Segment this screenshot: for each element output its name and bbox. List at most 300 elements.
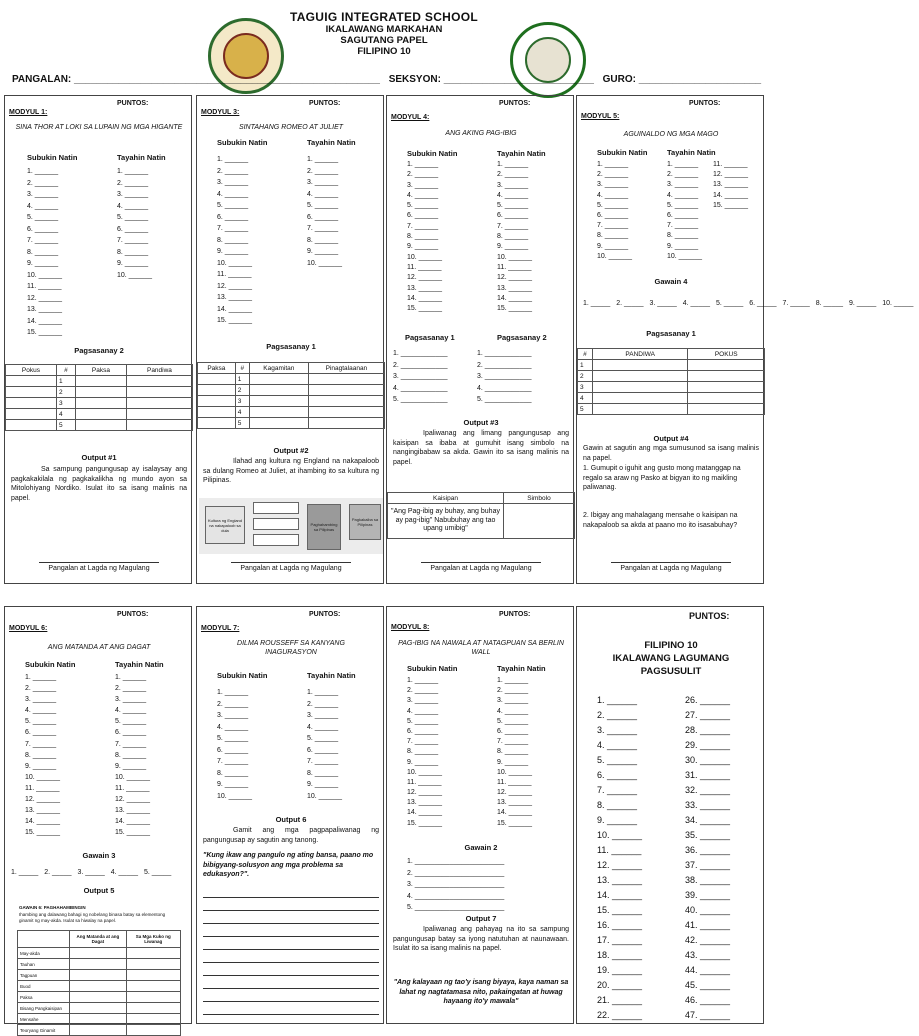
answer-blank[interactable]: 7. ______ [597, 222, 629, 230]
answer-blank[interactable]: 11. ______ [25, 784, 60, 792]
answer-blank[interactable]: 13. ______ [27, 306, 63, 313]
parent-signature[interactable]: Pangalan at Lagda ng Magulang [387, 562, 575, 572]
answer-blank[interactable]: 6. ______ [497, 727, 529, 735]
answer-blank[interactable]: 16. ______ [597, 920, 643, 930]
answer-blank[interactable]: 9. ______ [407, 758, 439, 766]
answer-blank[interactable]: 5. ______ [307, 735, 339, 742]
tayahin-answers[interactable] [497, 160, 532, 314]
answer-blank[interactable]: 10. ______ [667, 252, 703, 260]
writing-line[interactable] [203, 949, 379, 950]
answer-blank[interactable]: 3. ______ [667, 181, 699, 189]
tayahin-answers[interactable] [115, 672, 150, 838]
tayahin-answers[interactable] [117, 166, 152, 281]
answer-blank[interactable]: 2. ______ [117, 179, 149, 187]
answer-blank[interactable]: 14. ______ [115, 818, 151, 826]
subukin-answers[interactable] [597, 160, 632, 262]
answer-blank[interactable]: 2. ______ [667, 171, 699, 179]
answer-blank[interactable]: 14. ______ [27, 317, 63, 325]
answer-blank[interactable]: 36. ______ [685, 845, 731, 855]
answer-blank[interactable]: 10. ______ [217, 259, 253, 267]
answer-blank[interactable]: 4. ______ [407, 707, 439, 715]
answer-blank[interactable]: 9. ______ [667, 242, 699, 250]
answer-blank[interactable]: 5. ______ [497, 202, 529, 210]
answer-blank[interactable]: 5. ______ [307, 202, 339, 209]
answer-blank[interactable]: 4. ______ [27, 202, 59, 210]
answer-blank[interactable]: 10. _____ [882, 300, 914, 307]
answer-blank[interactable]: 43. ______ [685, 950, 731, 960]
gawain-answers[interactable] [583, 294, 914, 314]
answer-blank[interactable]: 13. ______ [407, 799, 443, 807]
answer-blank[interactable]: 3. ____________ [477, 373, 532, 380]
answer-blank[interactable]: 2. _______________________ [407, 869, 505, 877]
answer-blank[interactable]: 1. ______ [667, 161, 699, 168]
answer-blank[interactable]: 15. ______ [407, 305, 443, 313]
subukin-answers[interactable] [407, 160, 442, 314]
answer-blank[interactable]: 4. _____ [682, 300, 710, 307]
answer-blank[interactable]: 7. ______ [307, 225, 339, 232]
parent-signature[interactable]: Pangalan at Lagda ng Magulang [197, 562, 385, 572]
answer-blank[interactable]: 7. ______ [25, 740, 57, 748]
answer-blank[interactable]: 1. ______ [407, 677, 439, 684]
answer-blank[interactable]: 7. ______ [115, 740, 147, 748]
answer-blank[interactable]: 14. ______ [597, 890, 643, 900]
answer-blank[interactable]: 3. _____ [77, 869, 105, 876]
answer-blank[interactable]: 8. ______ [217, 769, 249, 777]
answer-blank[interactable]: 11. ______ [497, 263, 532, 271]
answer-blank[interactable]: 5. ______ [407, 202, 439, 210]
answer-blank[interactable]: 6. ______ [27, 225, 59, 233]
answer-blank[interactable]: 2. ______ [597, 710, 638, 720]
answer-blank[interactable]: 4. _____ [110, 869, 138, 876]
answer-blank[interactable]: 5. ______ [117, 214, 149, 221]
writing-line[interactable] [203, 962, 379, 963]
answer-blank[interactable]: 9. _____ [849, 300, 877, 307]
answer-blank[interactable]: 7. _____ [782, 300, 810, 307]
answer-blank[interactable]: 8. _____ [815, 300, 843, 307]
answer-blank[interactable]: 9. ______ [217, 781, 249, 788]
answer-blank[interactable]: 13. ______ [407, 284, 443, 292]
writing-line[interactable] [203, 1014, 379, 1015]
answer-blank[interactable]: 5. ______ [597, 755, 638, 765]
answer-blank[interactable]: 10. ______ [597, 830, 643, 840]
answer-blank[interactable]: 6. ______ [217, 746, 249, 754]
tayahin-answers[interactable] [497, 676, 532, 829]
module-title: DILMA ROUSSEFF SA KANYANG INAGURASYON [237, 640, 345, 656]
answer-blank[interactable]: 5. ____________ [393, 396, 448, 403]
answer-blank[interactable]: 12. ______ [407, 274, 443, 282]
answer-blank[interactable]: 14. ______ [217, 305, 253, 313]
answer-blank[interactable]: 10. ______ [497, 768, 533, 776]
answer-blank[interactable]: 9. ______ [407, 243, 439, 251]
answer-blank[interactable]: 5. _____ [144, 869, 172, 876]
answer-blank[interactable]: 17. ______ [597, 935, 643, 945]
teacher-field[interactable]: GURO: ______________________ [602, 74, 762, 85]
answer-blank[interactable]: 8. ______ [307, 236, 339, 244]
answer-blank[interactable]: 4. ______ [497, 707, 529, 715]
answer-blank[interactable]: 9. ______ [307, 248, 339, 255]
answer-blank[interactable]: 11. ______ [217, 271, 252, 278]
answer-blank[interactable]: 5. _______________________ [407, 904, 505, 911]
answer-blank[interactable]: 29. ______ [685, 740, 731, 750]
answer-blank[interactable]: 6. ______ [25, 729, 57, 737]
answer-blank[interactable]: 10. ______ [497, 253, 533, 261]
answer-blank[interactable]: 13. ______ [25, 807, 61, 815]
answer-blank[interactable]: 4. ______ [497, 191, 529, 199]
answer-blank[interactable]: 5. ______ [667, 201, 699, 209]
answer-blank[interactable]: 6. ______ [117, 225, 149, 233]
answer-blank[interactable]: 5. ______ [217, 202, 249, 209]
writing-line[interactable] [203, 975, 379, 976]
answer-blank[interactable]: 10. ______ [27, 271, 63, 279]
answer-blank[interactable]: 26. ______ [685, 695, 731, 705]
answer-blank[interactable]: 18. ______ [597, 950, 643, 960]
answer-blank[interactable]: 6. ______ [597, 211, 629, 219]
answer-blank[interactable]: 8. ______ [667, 232, 699, 240]
answer-blank[interactable]: 12. ______ [25, 796, 61, 804]
answer-blank[interactable]: 8. ______ [117, 248, 149, 256]
answer-blank[interactable]: 9. ______ [117, 260, 149, 267]
answer-blank[interactable]: 2. _____ [44, 869, 72, 876]
answer-blank[interactable]: 10. ______ [407, 768, 443, 776]
answer-blank[interactable]: 4. _______________________ [407, 892, 505, 900]
answer-blank[interactable]: 5. _____ [716, 300, 744, 307]
answer-blank[interactable]: 1. ______ [25, 674, 57, 681]
answer-blank[interactable]: 4. ______ [217, 723, 249, 731]
answer-blank[interactable]: 6. ______ [217, 213, 249, 221]
answer-blank[interactable]: 13. ______ [497, 799, 533, 807]
gawain-answers[interactable] [407, 856, 504, 914]
answer-blank[interactable]: 15. ______ [497, 305, 533, 313]
answer-blank[interactable]: 15. ______ [497, 819, 533, 827]
answer-blank[interactable]: 8. ______ [597, 800, 638, 810]
answer-blank[interactable]: 32. ______ [685, 785, 731, 795]
answer-blank[interactable]: 13. ______ [597, 875, 643, 885]
answer-blank[interactable]: 3. ______ [27, 191, 59, 198]
answer-blank[interactable]: 13. ______ [713, 181, 749, 189]
answer-blank[interactable]: 3. ______ [407, 181, 439, 189]
answer-blank[interactable]: 3. ____________ [393, 373, 448, 380]
answer-blank[interactable]: 6. ______ [597, 770, 638, 780]
answer-blank[interactable]: 12. ______ [217, 282, 253, 290]
answer-blank[interactable]: 12. ______ [407, 789, 443, 797]
answer-blank[interactable]: 9. ______ [217, 248, 249, 255]
answer-blank[interactable]: 2. ______ [307, 700, 339, 708]
answer-blank[interactable]: 4. ______ [117, 202, 149, 210]
answer-blank[interactable]: 3. _______________________ [407, 881, 505, 888]
answer-blank[interactable]: 2. ______ [27, 179, 59, 187]
answer-blank[interactable]: 2. ______ [307, 167, 339, 175]
answer-blank[interactable]: 12. ______ [713, 171, 749, 179]
answer-blank[interactable]: 7. ______ [407, 738, 439, 746]
answer-blank[interactable]: 4. ______ [115, 707, 147, 715]
answer-blank[interactable]: 10. ______ [407, 253, 443, 261]
answer-blank[interactable]: 5. ______ [597, 201, 629, 209]
writing-line[interactable] [203, 1001, 379, 1002]
answer-blank[interactable]: 12. ______ [497, 274, 533, 282]
answer-blank[interactable]: 7. ______ [117, 237, 149, 244]
answer-blank[interactable]: 3. ______ [597, 725, 638, 735]
answer-blank[interactable]: 5. ______ [407, 717, 439, 725]
answer-blank[interactable]: 10. ______ [117, 271, 153, 279]
answer-blank[interactable]: 4. ____________ [393, 384, 448, 392]
answer-blank[interactable]: 1. _______________________ [407, 858, 505, 865]
answer-blank[interactable]: 1. _____ [11, 869, 39, 876]
answer-blank[interactable]: 41. ______ [685, 920, 731, 930]
answer-blank[interactable]: 22. ______ [597, 1010, 643, 1020]
answer-blank[interactable]: 11. ______ [407, 778, 442, 786]
answer-blank[interactable]: 3. ______ [217, 179, 249, 186]
answer-blank[interactable]: 1. ______ [217, 689, 249, 696]
answer-blank[interactable]: 44. ______ [685, 965, 731, 975]
answer-blank[interactable]: 8. ______ [217, 236, 249, 244]
answer-blank[interactable]: 1. ______ [497, 677, 529, 684]
answer-blank[interactable]: 9. ______ [27, 260, 59, 267]
answer-blank[interactable]: 4. ______ [307, 723, 339, 731]
answer-blank[interactable]: 11. ______ [27, 283, 62, 290]
answer-blank[interactable]: 40. ______ [685, 905, 731, 915]
answer-blank[interactable]: 1. ____________ [477, 350, 532, 357]
answer-blank[interactable]: 3. ______ [307, 179, 339, 186]
subukin-answers[interactable] [25, 672, 60, 838]
answer-blank[interactable]: 5. ______ [27, 214, 59, 221]
answer-blank[interactable]: 2. ______ [115, 685, 147, 693]
tayahin-answers-b[interactable] [713, 160, 748, 211]
answer-blank[interactable]: 1. ______ [407, 161, 439, 168]
answer-blank[interactable]: 4. ______ [407, 191, 439, 199]
answer-blank[interactable]: 1. ______ [115, 674, 147, 681]
answer-blank[interactable]: 46. ______ [685, 995, 731, 1005]
answer-blank[interactable]: 10. ______ [597, 252, 633, 260]
answer-blank[interactable]: 14. ______ [25, 818, 61, 826]
answer-blank[interactable]: 7. ______ [407, 222, 439, 230]
writing-line[interactable] [203, 897, 379, 898]
answer-blank[interactable]: 11. ______ [713, 161, 748, 168]
answer-blank[interactable]: 10. ______ [307, 259, 343, 267]
answer-blank[interactable]: 12. ______ [497, 789, 533, 797]
tayahin-answers[interactable] [307, 154, 342, 269]
name-field[interactable]: PANGALAN: _______________________________________________________ [12, 74, 380, 85]
answer-blank[interactable]: 5. ______ [25, 718, 57, 726]
writing-line[interactable] [203, 910, 379, 911]
answer-blank[interactable]: 2. ______ [597, 171, 629, 179]
answer-blank[interactable]: 11. ______ [497, 778, 532, 786]
answer-blank[interactable]: 3. ______ [217, 712, 249, 719]
answer-blank[interactable]: 15. ______ [25, 829, 61, 837]
answer-blank[interactable]: 15. ______ [597, 905, 643, 915]
answer-blank[interactable]: 37. ______ [685, 860, 731, 870]
answer-blank[interactable]: 30. ______ [685, 755, 731, 765]
pagsasanay-2-answers[interactable] [477, 348, 532, 406]
answer-blank[interactable]: 13. ______ [217, 294, 253, 301]
answer-blank[interactable]: 14. ______ [497, 809, 533, 817]
answer-blank[interactable]: 4. ______ [597, 740, 638, 750]
answer-blank[interactable]: 6. ______ [497, 212, 529, 220]
answer-blank[interactable]: 11. ______ [597, 845, 642, 855]
answer-blank[interactable]: 14. ______ [407, 294, 443, 302]
subukin-answers[interactable] [27, 166, 62, 339]
answer-blank[interactable]: 15. ______ [217, 317, 253, 324]
answer-blank[interactable]: 7. ______ [307, 758, 339, 765]
answer-blank[interactable]: 14. ______ [497, 294, 533, 302]
answer-blank[interactable]: 7. ______ [217, 758, 249, 765]
subukin-answers[interactable] [217, 154, 252, 327]
answer-blank[interactable]: 2. ______ [217, 167, 249, 175]
answer-blank[interactable]: 9. ______ [497, 758, 529, 766]
answer-blank[interactable]: 4. ______ [217, 190, 249, 198]
answer-blank[interactable]: 5. ______ [115, 718, 147, 726]
answer-blank[interactable]: 10. ______ [25, 773, 61, 781]
parent-signature[interactable]: Pangalan at Lagda ng Magulang [5, 562, 193, 572]
answer-blank[interactable]: 6. ______ [407, 727, 439, 735]
answer-blank[interactable]: 9. ______ [25, 762, 57, 770]
answer-blank[interactable]: 15. ______ [27, 329, 63, 336]
answer-blank[interactable]: 10. ______ [307, 792, 343, 800]
section-field[interactable]: SEKSYON: ___________________________ [388, 74, 594, 85]
answer-blank[interactable]: 19. ______ [597, 965, 643, 975]
answer-blank[interactable]: 6. ______ [407, 212, 439, 220]
answer-blank[interactable]: 3. ______ [307, 712, 339, 719]
answer-blank[interactable]: 1. ______ [307, 689, 339, 696]
answer-blank[interactable]: 3. ______ [497, 697, 529, 705]
answer-blank[interactable]: 2. ______ [407, 171, 439, 179]
answer-blank[interactable]: 10. ______ [217, 792, 253, 800]
answer-blank[interactable]: 2. _____ [616, 300, 644, 307]
answer-blank[interactable]: 12. ______ [27, 294, 63, 302]
answer-lines[interactable] [203, 889, 379, 1025]
parent-signature[interactable]: Pangalan at Lagda ng Magulang [577, 562, 765, 572]
answer-blank[interactable]: 3. ______ [115, 696, 147, 704]
answer-blank[interactable]: 9. ______ [597, 242, 629, 250]
answer-blank[interactable]: 3. ______ [597, 181, 629, 189]
answer-blank[interactable]: 35. ______ [685, 830, 731, 840]
answer-blank[interactable]: 8. ______ [497, 233, 529, 241]
answer-blank[interactable]: 1. ______ [497, 161, 529, 168]
answer-blank[interactable]: 38. ______ [685, 875, 731, 885]
answer-blank[interactable]: 7. ______ [217, 225, 249, 232]
answer-blank[interactable]: 6. ______ [667, 211, 699, 219]
answer-blank[interactable]: 13. ______ [115, 807, 151, 815]
answer-blank[interactable]: 1. ____________ [393, 350, 448, 357]
answer-blank[interactable]: 6. ______ [307, 213, 339, 221]
answer-blank[interactable]: 6. ______ [307, 746, 339, 754]
gawain-answers[interactable] [11, 867, 193, 879]
answer-blank[interactable]: 8. ______ [25, 751, 57, 759]
answer-blank[interactable]: 8. ______ [307, 769, 339, 777]
answer-blank[interactable]: 15. ______ [115, 829, 151, 837]
answer-blank[interactable]: 8. ______ [115, 751, 147, 759]
answer-blank[interactable]: 4. ______ [667, 191, 699, 199]
answer-blank[interactable]: 2. ______ [25, 685, 57, 693]
answer-blank[interactable]: 27. ______ [685, 710, 731, 720]
answer-blank[interactable]: 11. ______ [115, 784, 150, 792]
answer-blank[interactable]: 15. ______ [713, 201, 749, 209]
answer-blank[interactable]: 2. ____________ [477, 361, 532, 369]
answer-blank[interactable]: 8. ______ [27, 248, 59, 256]
answer-blank[interactable]: 5. ____________ [477, 396, 532, 403]
answer-blank[interactable]: 10. ______ [115, 773, 151, 781]
answer-blank[interactable]: 4. ______ [307, 190, 339, 198]
answer-blank[interactable]: 12. ______ [115, 796, 151, 804]
answer-blank[interactable]: 31. ______ [685, 770, 731, 780]
subukin-answers[interactable] [407, 676, 442, 829]
answer-blank[interactable]: 1. ______ [117, 168, 149, 175]
answer-blank[interactable]: 1. ______ [597, 161, 629, 168]
answer-blank[interactable]: 33. ______ [685, 800, 731, 810]
answer-blank[interactable]: 1. ______ [307, 156, 339, 163]
answer-blank[interactable]: 11. ______ [407, 263, 442, 271]
answer-blank[interactable]: 2. ______ [497, 171, 529, 179]
answer-blank[interactable]: 14. ______ [713, 191, 749, 199]
answer-blank[interactable]: 7. ______ [667, 222, 699, 230]
subukin-answers[interactable] [217, 687, 252, 802]
answer-blank[interactable]: 1. ______ [217, 156, 249, 163]
answer-blank[interactable]: 2. ______ [407, 687, 439, 695]
answer-blank[interactable]: 2. ______ [217, 700, 249, 708]
answer-blank[interactable]: 13. ______ [497, 284, 533, 292]
answer-blank[interactable]: 1. _____ [583, 300, 611, 307]
answer-blank[interactable]: 3. ______ [497, 181, 529, 189]
answer-blank[interactable]: 3. ______ [407, 697, 439, 705]
answer-blank[interactable]: 1. ______ [597, 695, 638, 705]
tayahin-answers-a[interactable] [667, 160, 702, 262]
answer-blank[interactable]: 12. ______ [597, 860, 643, 870]
answer-blank[interactable]: 21. ______ [597, 995, 643, 1005]
answer-blank[interactable]: 28. ______ [685, 725, 731, 735]
summative-answers-left[interactable] [597, 693, 642, 1023]
answer-blank[interactable]: 7. ______ [497, 222, 529, 230]
answer-blank[interactable]: 6. _____ [749, 300, 777, 307]
answer-blank[interactable]: 7. ______ [497, 738, 529, 746]
answer-blank[interactable]: 39. ______ [685, 890, 731, 900]
answer-blank[interactable]: 9. ______ [597, 815, 638, 825]
writing-line[interactable] [203, 988, 379, 989]
answer-blank[interactable]: 3. ______ [25, 696, 57, 704]
answer-blank[interactable]: 8. ______ [597, 232, 629, 240]
answer-blank[interactable]: 5. ______ [497, 717, 529, 725]
writing-line[interactable] [203, 923, 379, 924]
answer-blank[interactable]: 2. ____________ [393, 361, 448, 369]
answer-blank[interactable]: 1. ______ [27, 168, 59, 175]
answer-blank[interactable]: 9. ______ [115, 762, 147, 770]
tayahin-answers[interactable] [307, 687, 342, 802]
answer-blank[interactable]: 3. ______ [117, 191, 149, 198]
answer-blank[interactable]: 20. ______ [597, 980, 643, 990]
answer-blank[interactable]: 42. ______ [685, 935, 731, 945]
answer-blank[interactable]: 45. ______ [685, 980, 731, 990]
answer-blank[interactable]: 47. ______ [685, 1010, 731, 1020]
summative-answers-right[interactable] [685, 693, 730, 1023]
answer-blank[interactable]: 4. ______ [25, 707, 57, 715]
answer-blank[interactable]: 7. ______ [597, 785, 638, 795]
answer-blank[interactable]: 2. ______ [497, 687, 529, 695]
answer-blank[interactable]: 6. ______ [115, 729, 147, 737]
answer-blank[interactable]: 5. ______ [217, 735, 249, 742]
answer-blank[interactable]: 8. ______ [407, 748, 439, 756]
answer-blank[interactable]: 34. ______ [685, 815, 731, 825]
answer-blank[interactable]: 8. ______ [407, 233, 439, 241]
answer-blank[interactable]: 7. ______ [27, 237, 59, 244]
answer-blank[interactable]: 15. ______ [407, 819, 443, 827]
answer-blank[interactable]: 14. ______ [407, 809, 443, 817]
answer-blank[interactable]: 4. ______ [597, 191, 629, 199]
answer-blank[interactable]: 3. _____ [649, 300, 677, 307]
pagsasanay-1-answers[interactable] [393, 348, 448, 406]
answer-blank[interactable]: 8. ______ [497, 748, 529, 756]
answer-blank[interactable]: 9. ______ [497, 243, 529, 251]
writing-line[interactable] [203, 936, 379, 937]
answer-blank[interactable]: 9. ______ [307, 781, 339, 788]
answer-blank[interactable]: 4. ____________ [477, 384, 532, 392]
